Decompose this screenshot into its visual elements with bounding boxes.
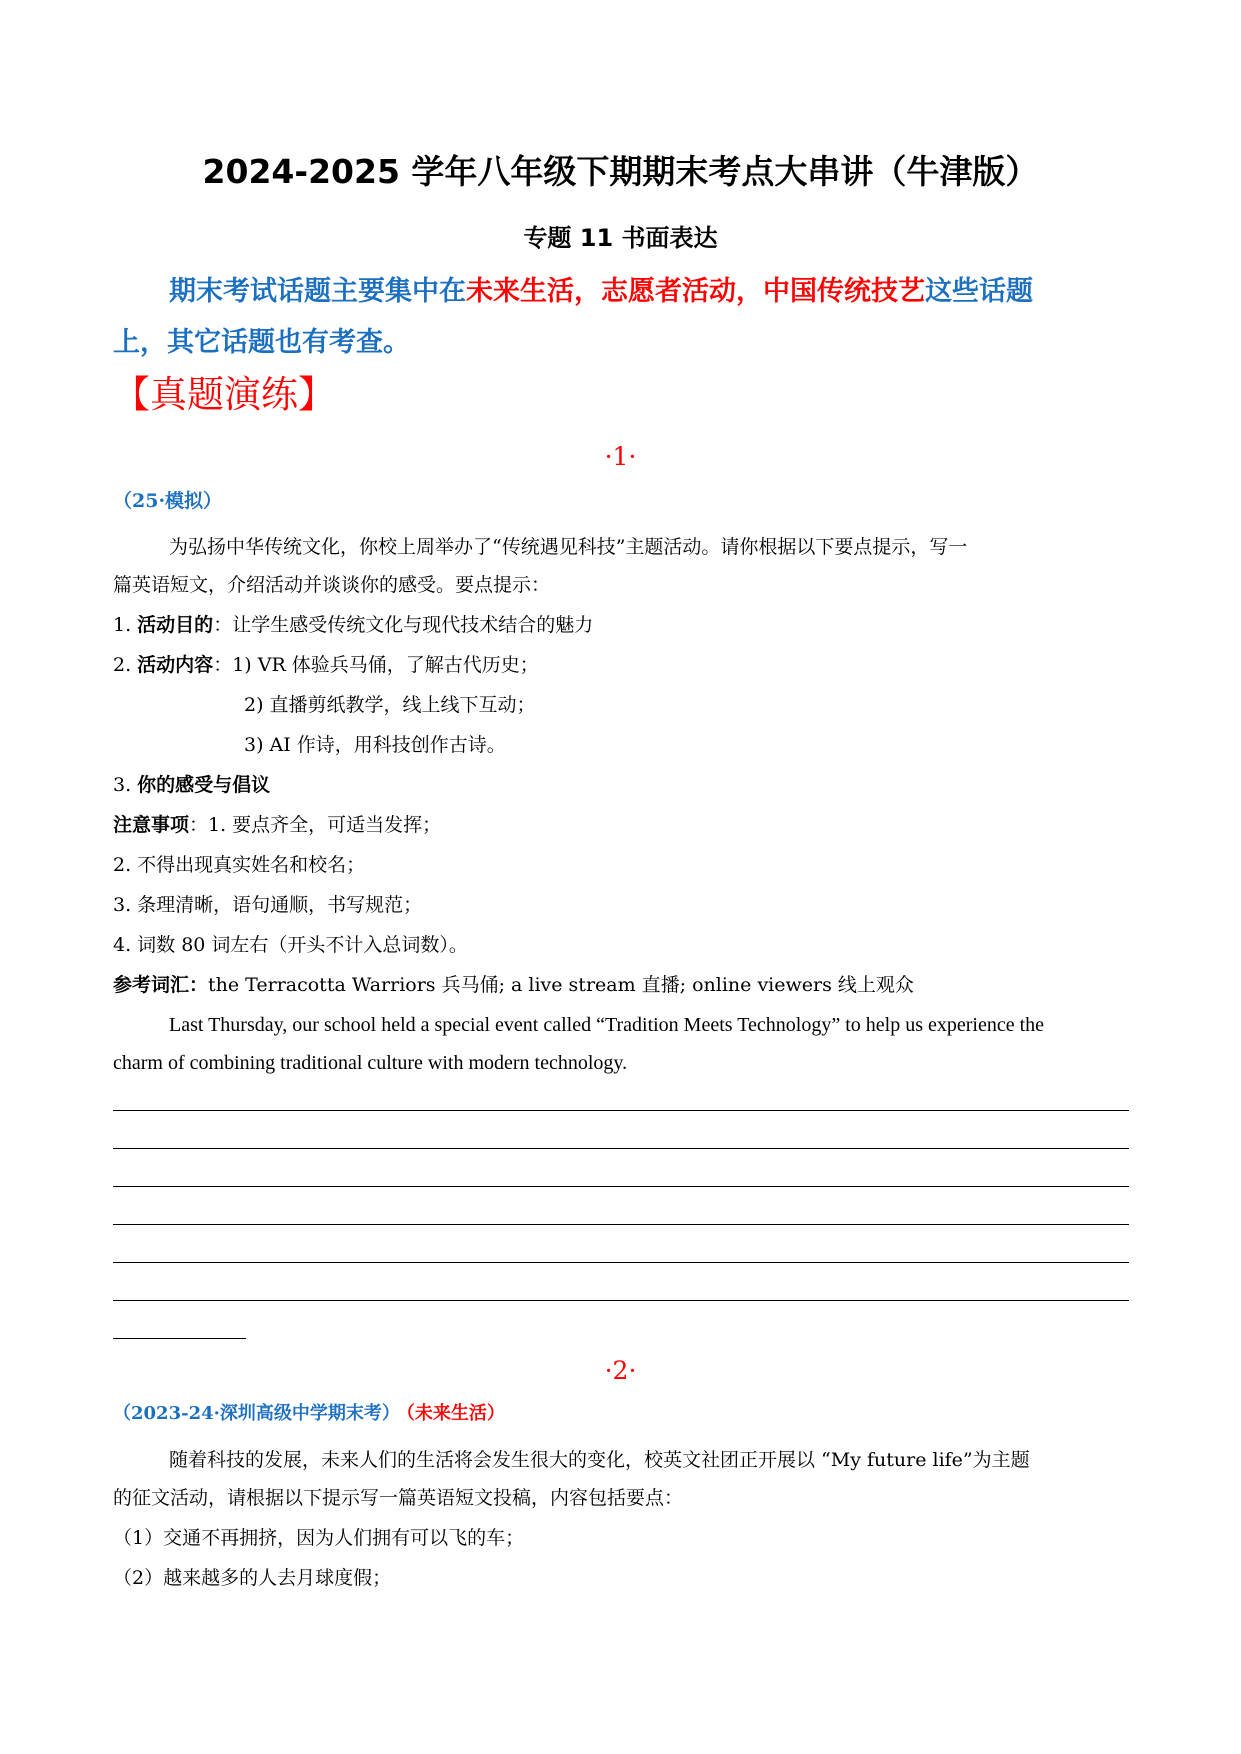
q1-notes-label: 注意事项 <box>113 814 190 836</box>
q1-vocab-label: 参考词汇： <box>113 974 209 996</box>
q1-point-1-text: ：让学生感受传统文化与现代技术结合的魅力 <box>213 614 594 636</box>
q1-note-3: 3. 条理清晰，语句通顺，书写规范； <box>113 894 423 916</box>
intro-part-2: 这些话题 <box>925 276 1033 307</box>
intro-part-1: 期末考试话题主要集中在 <box>169 276 466 307</box>
q2-point-1: （1）交通不再拥挤，因为人们拥有可以飞的车； <box>113 1527 525 1549</box>
q1-prompt-line-1: 为弘扬中华传统文化，你校上周举办了“传统遇见科技”主题活动。请你根据以下要点提示，写一 <box>169 536 968 558</box>
q1-point-1 <box>113 611 593 639</box>
answer-line[interactable] <box>113 1300 1129 1301</box>
answer-line-short[interactable] <box>113 1338 246 1339</box>
answer-line[interactable] <box>113 1186 1129 1187</box>
q1-opening-line-2: charm of combining traditional culture with modern technology. <box>113 1052 628 1074</box>
question-2-source <box>113 1400 505 1428</box>
q1-point-1-label: 活动目的 <box>137 614 214 636</box>
question-2-number: ·2· <box>604 1356 637 1385</box>
question-1-number: ·1· <box>604 442 637 471</box>
q2-prompt-line-2: 的征文活动，请根据以下提示写一篇英语短文投稿，内容包括要点： <box>113 1487 684 1509</box>
q1-vocab-text: the Terracotta Warriors 兵马俑; a live stream 直播; online viewers 线上观众 <box>208 974 914 996</box>
q1-point-2-label: 活动内容 <box>137 654 214 676</box>
q1-point-1-number: 1. <box>113 614 138 636</box>
q1-point-3-number: 3. <box>113 774 138 796</box>
q1-point-2-number: 2. <box>113 654 138 676</box>
q1-point-2-text: ：1) VR 体验兵马俑，了解古代历史； <box>213 654 539 676</box>
q1-opening-line-1: Last Thursday, our school held a special event called “Tradition Meets Technology” to help us experience the <box>169 1014 1045 1036</box>
q1-prompt-line-2: 篇英语短文，介绍活动并谈谈你的感受。要点提示： <box>113 574 551 596</box>
q2-point-2: （2）越来越多的人去月球度假； <box>113 1567 392 1589</box>
answer-line[interactable] <box>113 1148 1129 1149</box>
q1-vocab <box>113 971 914 999</box>
q1-notes <box>113 811 441 839</box>
q1-point-2-sub-3: 3) AI 作诗，用科技创作古诗。 <box>244 734 506 756</box>
q1-point-2-sub-2: 2) 直播剪纸教学，线上线下互动； <box>244 694 536 716</box>
q1-note-4: 4. 词数 80 词左右（开头不计入总词数）。 <box>113 934 468 956</box>
section-title: 【真题演练】 <box>113 373 335 416</box>
intro-topics: 未来生活，志愿者活动，中国传统技艺 <box>466 276 925 307</box>
q1-note-2: 2. 不得出现真实姓名和校名； <box>113 854 366 876</box>
question-2-topic: （未来生活） <box>405 1403 505 1424</box>
answer-line[interactable] <box>113 1110 1129 1111</box>
document-title: 2024-2025 学年八年级下期期末考点大串讲（牛津版） <box>202 152 1039 191</box>
answer-line[interactable] <box>113 1262 1129 1263</box>
q2-prompt-line-1: 随着科技的发展，未来人们的生活将会发生很大的变化，校英文社团正开展以 “My future life”为主题 <box>169 1449 1030 1471</box>
question-2-source-text: （2023-24·深圳高级中学期末考） <box>113 1403 400 1424</box>
intro-line-1 <box>113 272 1189 312</box>
answer-line[interactable] <box>113 1224 1129 1225</box>
intro-line-2: 上，其它话题也有考查。 <box>113 327 410 358</box>
document-subtitle: 专题 11 书面表达 <box>523 224 718 252</box>
question-1-source: （25·模拟） <box>113 490 223 512</box>
q1-point-2 <box>113 651 539 679</box>
q1-notes-text: ：1. 要点齐全，可适当发挥； <box>189 814 442 836</box>
q1-point-3-label: 你的感受与倡议 <box>137 774 271 796</box>
q1-point-3 <box>113 771 270 799</box>
